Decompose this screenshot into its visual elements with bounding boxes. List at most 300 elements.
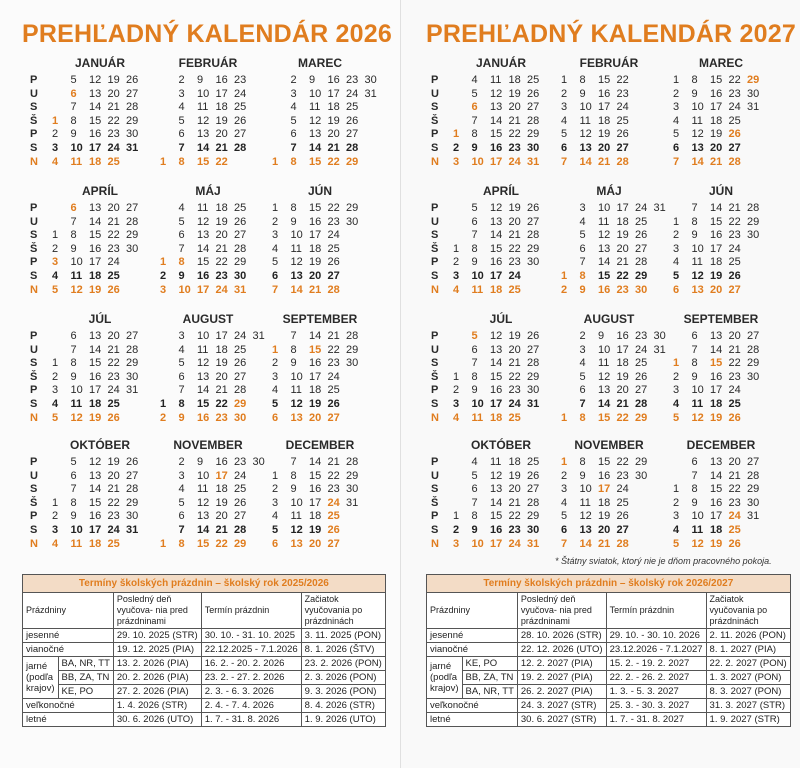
weekday-letter: P <box>30 330 38 342</box>
day-cell: 29 <box>747 215 760 228</box>
day-cell: 13 <box>290 537 303 550</box>
weekday-letter: S <box>30 483 38 496</box>
day-cell: 23 <box>107 128 120 141</box>
day-cell: 15 <box>309 469 322 482</box>
day-cell: 11 <box>290 242 302 255</box>
day-cell: 10 <box>70 256 83 269</box>
day-cell: 8 <box>178 537 185 550</box>
day-cell: 28 <box>747 343 760 356</box>
day-cell: 4 <box>52 398 59 410</box>
day-cell: 8 <box>471 370 478 383</box>
day-cell: 12 <box>197 215 210 228</box>
day-cell: 7 <box>70 343 77 356</box>
day-cell: 5 <box>561 510 568 523</box>
day-cell: 4 <box>178 483 185 496</box>
day-cell: 7 <box>471 229 478 242</box>
day-cell: 26 <box>527 330 540 342</box>
day-cell: 11 <box>471 283 484 296</box>
weekday-letter: U <box>30 87 38 100</box>
day-cell: 11 <box>598 357 610 370</box>
day-cell: 28 <box>126 343 139 356</box>
table-row <box>427 629 791 643</box>
day-cell: 23 <box>508 142 521 154</box>
day-cell: 14 <box>490 114 503 127</box>
day-cell: 21 <box>215 142 228 154</box>
day-cell: 23 <box>635 330 648 342</box>
weekday-letter: P <box>30 510 38 523</box>
day-cell: 23 <box>508 256 521 269</box>
day-cell: 30 <box>747 496 760 509</box>
day-cell: 17 <box>89 256 102 269</box>
day-cell: 5 <box>272 256 279 269</box>
day-cell: 15 <box>197 398 210 410</box>
day-cell: 17 <box>490 398 503 410</box>
day-cell: 13 <box>290 270 303 282</box>
table-cell: 22. 12. 2026 (UTO) <box>517 643 606 657</box>
calendar-title: PREHĽADNÝ KALENDÁR 2027 <box>426 20 796 48</box>
day-cell: 6 <box>272 537 279 550</box>
day-cell: 28 <box>327 283 340 296</box>
weekday-letter: S <box>431 142 439 154</box>
day-cell: 31 <box>527 398 540 410</box>
day-cell: 26 <box>234 114 247 127</box>
day-cell: 25 <box>635 215 648 228</box>
day-cell: 16 <box>215 74 228 86</box>
day-cell: 7 <box>673 155 680 168</box>
day-cell: 13 <box>490 343 503 356</box>
day-cell: 8 <box>70 496 77 509</box>
day-cell: 5 <box>178 496 185 509</box>
day-cell: 22 <box>107 229 120 242</box>
day-cell: 1 <box>160 256 167 269</box>
day-cell: 21 <box>327 142 340 154</box>
table-cell: 2. 3. 2026 (PON) <box>301 671 385 685</box>
day-cell: 12 <box>490 87 503 100</box>
day-cell: 20 <box>508 101 521 114</box>
day-cell: 20 <box>327 128 340 141</box>
day-cell: 30 <box>527 384 540 397</box>
day-cell: 19 <box>89 283 102 296</box>
table-cell: 8. 4. 2026 (STR) <box>301 699 385 713</box>
day-cell: 2 <box>52 510 59 523</box>
day-cell: 6 <box>471 215 478 228</box>
day-cell: 11 <box>579 496 591 509</box>
day-cell: 4 <box>673 398 680 410</box>
day-cell: 25 <box>527 456 540 468</box>
day-cell: 30 <box>252 456 265 468</box>
table-row <box>23 699 386 713</box>
day-cell: 8 <box>471 128 478 141</box>
day-cell: 20 <box>710 283 723 296</box>
day-cell: 14 <box>710 202 723 214</box>
weekday-letter: U <box>30 469 38 482</box>
day-cell: 13 <box>89 330 102 342</box>
day-cell: 14 <box>598 398 611 410</box>
table-header-cell: Prázdniny <box>427 593 518 629</box>
day-cell: 28 <box>616 155 629 168</box>
month-name: AUGUST <box>182 312 234 326</box>
day-cell: 9 <box>598 330 605 342</box>
day-cell: 17 <box>89 524 102 536</box>
day-cell: 27 <box>635 384 648 397</box>
day-cell: 3 <box>272 496 279 509</box>
day-cell: 7 <box>471 496 478 509</box>
day-cell: 22 <box>215 155 228 168</box>
day-cell: 27 <box>346 128 359 141</box>
day-cell: 26 <box>635 370 648 383</box>
day-cell: 10 <box>691 384 704 397</box>
weekday-letter: Š <box>30 370 38 383</box>
calendar-title: PREHĽADNÝ KALENDÁR 2026 <box>22 20 392 48</box>
day-cell: 27 <box>234 229 247 242</box>
day-cell: 9 <box>579 87 586 100</box>
day-cell: 27 <box>126 87 139 100</box>
day-cell: 23 <box>346 74 359 86</box>
day-cell: 15 <box>710 483 723 496</box>
day-cell: 4 <box>178 202 185 214</box>
day-cell: 12 <box>691 537 704 550</box>
day-cell: 19 <box>710 128 723 141</box>
weekday-letter: S <box>431 101 439 114</box>
day-cell: 24 <box>107 142 120 154</box>
day-cell: 11 <box>197 343 209 356</box>
day-cell: 8 <box>290 202 297 214</box>
table-cell: 8. 3. 2027 (PON) <box>706 685 790 699</box>
table-caption: Termíny školských prázdnin – školský rok 2026/2027 <box>427 575 791 593</box>
day-cell: 1 <box>160 398 167 410</box>
day-cell: 4 <box>52 155 59 168</box>
day-cell: 15 <box>490 128 503 141</box>
day-cell: 28 <box>728 155 741 168</box>
day-cell: 14 <box>309 330 322 342</box>
day-cell: 3 <box>453 270 460 282</box>
day-cell: 14 <box>710 343 723 356</box>
day-cell: 10 <box>471 398 484 410</box>
day-cell: 9 <box>70 510 77 523</box>
day-cell: 9 <box>471 142 478 154</box>
day-cell: 24 <box>728 510 741 523</box>
day-cell: 14 <box>197 142 210 154</box>
day-cell: 11 <box>598 215 610 228</box>
day-cell: 17 <box>215 330 228 342</box>
day-cell: 6 <box>272 270 279 282</box>
day-cell: 16 <box>309 483 322 496</box>
day-cell: 5 <box>579 229 586 242</box>
day-cell: 2 <box>673 229 680 242</box>
weekday-letter: S <box>431 483 439 496</box>
day-cell: 20 <box>215 370 228 383</box>
day-cell: 2 <box>272 357 279 370</box>
day-cell: 3 <box>160 283 167 296</box>
weekday-letter: Š <box>431 242 439 255</box>
day-cell: 5 <box>471 202 478 214</box>
table-cell: 22.12.2025 - 7.1.2026 <box>201 643 301 657</box>
day-cell: 13 <box>490 215 503 228</box>
day-cell: 20 <box>309 411 322 424</box>
day-cell: 25 <box>616 496 629 509</box>
day-cell: 19 <box>710 411 723 424</box>
day-cell: 2 <box>561 87 568 100</box>
day-cell: 11 <box>290 510 302 523</box>
day-cell: 8 <box>70 357 77 370</box>
day-cell: 7 <box>290 142 297 154</box>
day-cell: 28 <box>346 142 359 154</box>
day-cell: 7 <box>70 483 77 496</box>
day-cell: 2 <box>160 411 167 424</box>
day-cell: 10 <box>178 283 191 296</box>
day-cell: 31 <box>653 202 666 214</box>
day-cell: 4 <box>579 215 586 228</box>
day-cell: 27 <box>747 456 760 468</box>
day-cell: 11 <box>290 384 302 397</box>
day-cell: 8 <box>691 215 698 228</box>
day-cell: 4 <box>272 384 279 397</box>
day-cell: 5 <box>579 370 586 383</box>
day-cell: 8 <box>579 74 586 86</box>
day-cell: 16 <box>89 128 102 141</box>
day-cell: 25 <box>635 357 648 370</box>
weekday-letter: S <box>30 524 38 536</box>
day-cell: 26 <box>616 128 629 141</box>
day-cell: 4 <box>673 256 680 269</box>
table-cell: 1. 9. 2026 (UTO) <box>301 713 385 727</box>
day-cell: 29 <box>126 114 139 127</box>
day-cell: 5 <box>673 128 680 141</box>
table-row <box>23 671 386 685</box>
day-cell: 28 <box>126 215 139 228</box>
day-cell: 20 <box>508 343 521 356</box>
day-cell: 6 <box>70 87 77 100</box>
day-cell: 8 <box>290 469 297 482</box>
day-cell: 22 <box>215 256 228 269</box>
day-cell: 3 <box>673 384 680 397</box>
day-cell: 14 <box>89 215 102 228</box>
day-cell: 28 <box>346 456 359 468</box>
day-cell: 23 <box>327 215 340 228</box>
day-cell: 7 <box>290 330 297 342</box>
weekday-letter: P <box>30 384 38 397</box>
day-cell: 16 <box>490 142 503 154</box>
day-cell: 19 <box>598 128 611 141</box>
day-cell: 5 <box>52 283 59 296</box>
day-cell: 18 <box>508 74 521 86</box>
day-cell: 22 <box>728 483 741 496</box>
table-cell: 23.12.2026 - 7.1.2027 <box>606 643 706 657</box>
table-cell: BB, ZA, TN <box>58 671 113 685</box>
day-cell: 2 <box>453 524 460 536</box>
day-cell: 4 <box>272 510 279 523</box>
weekday-letter: Š <box>431 370 439 383</box>
table-cell: 24. 3. 2027 (STR) <box>517 699 606 713</box>
month-name: MAREC <box>699 56 743 70</box>
month-name: SEPTEMBER <box>683 312 759 326</box>
day-cell: 4 <box>471 456 478 468</box>
day-cell: 18 <box>215 343 228 356</box>
day-cell: 1 <box>52 357 59 370</box>
day-cell: 21 <box>309 283 322 296</box>
day-cell: 6 <box>561 142 568 154</box>
day-cell: 8 <box>178 256 185 269</box>
day-cell: 13 <box>490 101 503 114</box>
day-cell: 20 <box>728 456 741 468</box>
day-cell: 22 <box>215 398 228 410</box>
day-cell: 4 <box>272 242 279 255</box>
table-row <box>427 643 791 657</box>
day-cell: 6 <box>178 229 185 242</box>
month-name: JÚL <box>88 312 112 326</box>
day-cell: 18 <box>598 496 611 509</box>
day-cell: 22 <box>616 74 629 86</box>
day-cell: 15 <box>197 537 210 550</box>
table-cell: 1. 9. 2027 (STR) <box>706 713 790 727</box>
day-cell: 5 <box>673 270 680 282</box>
day-cell: 19 <box>710 537 723 550</box>
day-cell: 28 <box>234 384 247 397</box>
weekday-letter: N <box>30 155 38 168</box>
day-cell: 31 <box>126 142 139 154</box>
table-cell: 3. 11. 2025 (PON) <box>301 629 385 643</box>
day-cell: 12 <box>70 283 83 296</box>
day-cell: 5 <box>471 87 478 100</box>
table-cell: jesenné <box>427 629 518 643</box>
day-cell: 20 <box>215 229 228 242</box>
day-cell: 27 <box>728 283 741 296</box>
day-cell: 23 <box>234 456 247 468</box>
day-cell: 17 <box>490 270 503 282</box>
table-cell: 22. 2. - 26. 2. 2027 <box>606 671 706 685</box>
day-cell: 4 <box>453 283 460 296</box>
day-cell: 14 <box>309 456 322 468</box>
day-cell: 14 <box>490 496 503 509</box>
day-cell: 21 <box>598 537 611 550</box>
day-cell: 6 <box>691 456 698 468</box>
day-cell: 9 <box>691 370 698 383</box>
table-cell: 8. 1. 2026 (ŠTV) <box>301 643 385 657</box>
day-cell: 10 <box>691 242 704 255</box>
day-cell: 31 <box>252 330 265 342</box>
table-cell: 2. 3. - 6. 3. 2026 <box>201 685 301 699</box>
day-cell: 24 <box>234 330 247 342</box>
day-cell: 13 <box>579 524 592 536</box>
day-cell: 11 <box>70 270 83 282</box>
month-name: OKTÓBER <box>471 438 531 452</box>
month-name: JÚN <box>708 184 733 198</box>
day-cell: 21 <box>215 524 228 536</box>
weekday-letter: N <box>30 537 38 550</box>
day-cell: 25 <box>107 398 120 410</box>
day-cell: 29 <box>346 343 359 356</box>
day-cell: 13 <box>691 283 704 296</box>
weekday-letter: N <box>431 411 439 424</box>
day-cell: 11 <box>197 483 209 496</box>
day-cell: 9 <box>70 370 77 383</box>
day-cell: 29 <box>346 469 359 482</box>
day-cell: 31 <box>234 283 247 296</box>
day-cell: 4 <box>178 343 185 356</box>
table-cell: 27. 2. 2026 (PIA) <box>113 685 201 699</box>
day-cell: 18 <box>710 114 723 127</box>
day-cell: 31 <box>527 537 540 550</box>
day-cell: 26 <box>728 270 741 282</box>
day-cell: 5 <box>673 537 680 550</box>
day-cell: 22 <box>728 74 741 86</box>
day-cell: 28 <box>234 142 247 154</box>
day-cell: 14 <box>309 142 322 154</box>
day-cell: 24 <box>327 229 340 242</box>
day-cell: 15 <box>197 256 210 269</box>
day-cell: 19 <box>107 456 120 468</box>
day-cell: 21 <box>107 343 120 356</box>
day-cell: 1 <box>52 496 59 509</box>
day-cell: 10 <box>471 537 484 550</box>
day-cell: 15 <box>598 411 611 424</box>
day-cell: 23 <box>728 496 741 509</box>
day-cell: 3 <box>52 256 59 269</box>
day-cell: 16 <box>327 74 340 86</box>
day-cell: 24 <box>346 87 359 100</box>
day-cell: 13 <box>290 411 303 424</box>
day-cell: 4 <box>561 114 568 127</box>
day-cell: 12 <box>598 229 611 242</box>
day-cell: 26 <box>527 202 540 214</box>
table-cell: 20. 2. 2026 (PIA) <box>113 671 201 685</box>
table-cell: 2. 4. - 7. 4. 2026 <box>201 699 301 713</box>
day-cell: 26 <box>107 411 120 424</box>
day-cell: 2 <box>160 270 167 282</box>
day-cell: 18 <box>327 101 340 114</box>
day-cell: 14 <box>89 483 102 496</box>
day-cell: 19 <box>508 330 521 342</box>
table-cell: 15. 2. - 19. 2. 2027 <box>606 657 706 671</box>
month-name: NOVEMBER <box>173 438 243 452</box>
day-cell: 25 <box>508 411 521 424</box>
day-cell: 29 <box>527 370 540 383</box>
day-cell: 31 <box>747 101 760 114</box>
table-cell: 9. 3. 2026 (PON) <box>301 685 385 699</box>
table-row <box>23 657 386 671</box>
day-cell: 12 <box>197 496 210 509</box>
day-cell: 10 <box>70 142 83 154</box>
day-cell: 10 <box>197 469 210 482</box>
day-cell: 13 <box>197 370 210 383</box>
day-cell: 7 <box>178 242 185 255</box>
weekday-letter: N <box>431 537 439 550</box>
day-cell: 27 <box>234 128 247 141</box>
day-cell: 4 <box>579 357 586 370</box>
table-cell: jarné (podľa krajov) <box>23 657 59 699</box>
day-cell: 13 <box>710 330 723 342</box>
table-cell: 23. 2. - 27. 2. 2026 <box>201 671 301 685</box>
weekday-letter: P <box>30 74 38 86</box>
weekday-letter: S <box>30 229 38 242</box>
day-cell: 9 <box>309 74 316 86</box>
day-cell: 5 <box>70 74 77 86</box>
weekday-letter: Š <box>30 114 38 127</box>
day-cell: 21 <box>616 398 629 410</box>
day-cell: 11 <box>691 398 704 410</box>
day-cell: 11 <box>309 101 321 114</box>
day-cell: 14 <box>710 469 723 482</box>
day-cell: 10 <box>691 101 704 114</box>
day-cell: 30 <box>747 229 760 242</box>
table-row <box>23 713 386 727</box>
day-cell: 20 <box>598 524 611 536</box>
day-cell: 26 <box>346 114 359 127</box>
day-cell: 29 <box>527 242 540 255</box>
day-cell: 27 <box>527 101 540 114</box>
table-row <box>427 713 791 727</box>
month-name: JÚN <box>307 184 332 198</box>
